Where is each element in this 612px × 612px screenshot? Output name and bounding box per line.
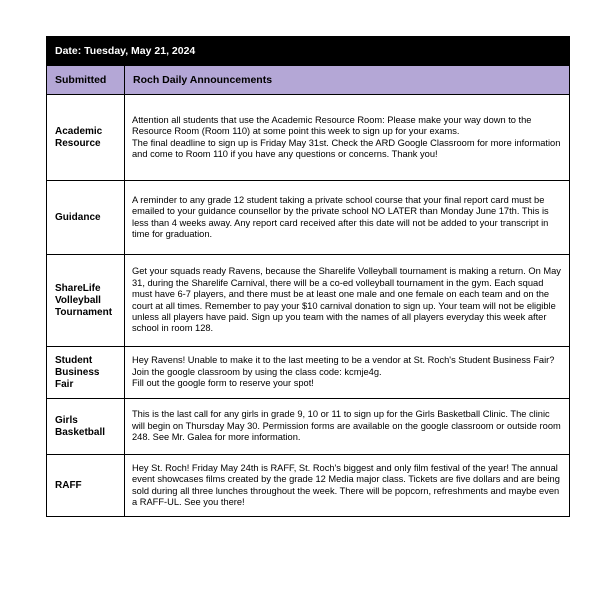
announcement-text: A reminder to any grade 12 student taking a private school course that your final report card must be emailed to your guidance counsellor by the private school NO LATER than Monday June 17th. This is less than 4 weeks away. Any report card received after this date will not be added to your transcript in time for graduation.: [132, 194, 549, 239]
announcement-cell: [125, 255, 570, 347]
announcement-text: This is the last call for any girls in grade 9, 10 or 11 to sign up for the Girls Basketball Clinic. The clinic will begin on Thursday May 30. Permission forms are available on the google classroom or outside room 248. See Mr. Galea for more information.: [132, 409, 561, 443]
announcement-cell: [125, 399, 570, 455]
header-row: [47, 66, 570, 95]
announcement-text: Attention all students that use the Academic Resource Room: Please make your way down to the Resource Room (Room 110) at some point this week to sign up for your exams.: [132, 114, 532, 137]
table-row: [47, 181, 570, 255]
category-cell: Guidance: [47, 181, 125, 255]
table-row: [47, 95, 570, 181]
table-row: [47, 255, 570, 347]
category-cell: RAFF: [47, 455, 125, 517]
announcement-text: The final deadline to sign up is Friday May 31st. Check the ARD Google Classroom for more information and come to Room 110 if you have any questions or concerns. Thank you!: [132, 137, 561, 159]
announcement-cell: [125, 181, 570, 255]
category-cell: Student Business Fair: [47, 347, 125, 399]
category-cell: Academic Resource: [47, 95, 125, 181]
table-row: [47, 455, 570, 517]
date-row: [47, 37, 570, 66]
announcement-text: Get your squads ready Ravens, because the Sharelife Volleyball tournament is making a return. On May 31, during the Sharelife Carnival, there will be a co-ed volleyball tournament in the gym. Each squad must have 6-7 players, and there must be at least one male and one female on each team and on the court at all times. Remember to pay your $10 carnival donation to sign up. Your team will not be eligible unless all players have paid. Sign up you team with the names of all players everyday this week after school in room 128.: [132, 266, 561, 334]
submitted-header: Submitted: [47, 66, 125, 95]
announcements-header: Roch Daily Announcements: [125, 66, 570, 95]
announcement-cell: [125, 95, 570, 181]
category-cell: ShareLife Volleyball Tournament: [47, 255, 125, 347]
announcement-text: Hey Ravens! Unable to make it to the last meeting to be a vendor at St. Roch's Student Business Fair? Join the google classroom by using the class code: kcmje4g.: [132, 355, 555, 377]
announcement-cell: [125, 347, 570, 399]
table-row: [47, 347, 570, 399]
announcement-cell: [125, 455, 570, 517]
date-line: Date: Tuesday, May 21, 2024: [47, 37, 570, 66]
announcements-table: [46, 36, 570, 517]
table-row: [47, 399, 570, 455]
category-cell: Girls Basketball: [47, 399, 125, 455]
announcement-text: Fill out the google form to reserve your spot!: [132, 378, 314, 389]
announcement-text: Hey St. Roch! Friday May 24th is RAFF, St. Roch's biggest and only film festival of the year! The annual event showcases films created by the grade 12 Media major class. Tickets are five dollars and are being sold during all three lunches throughout the week. There will be popcorn, refreshments and maybe even a RAFF-UL. See you there!: [132, 462, 560, 507]
